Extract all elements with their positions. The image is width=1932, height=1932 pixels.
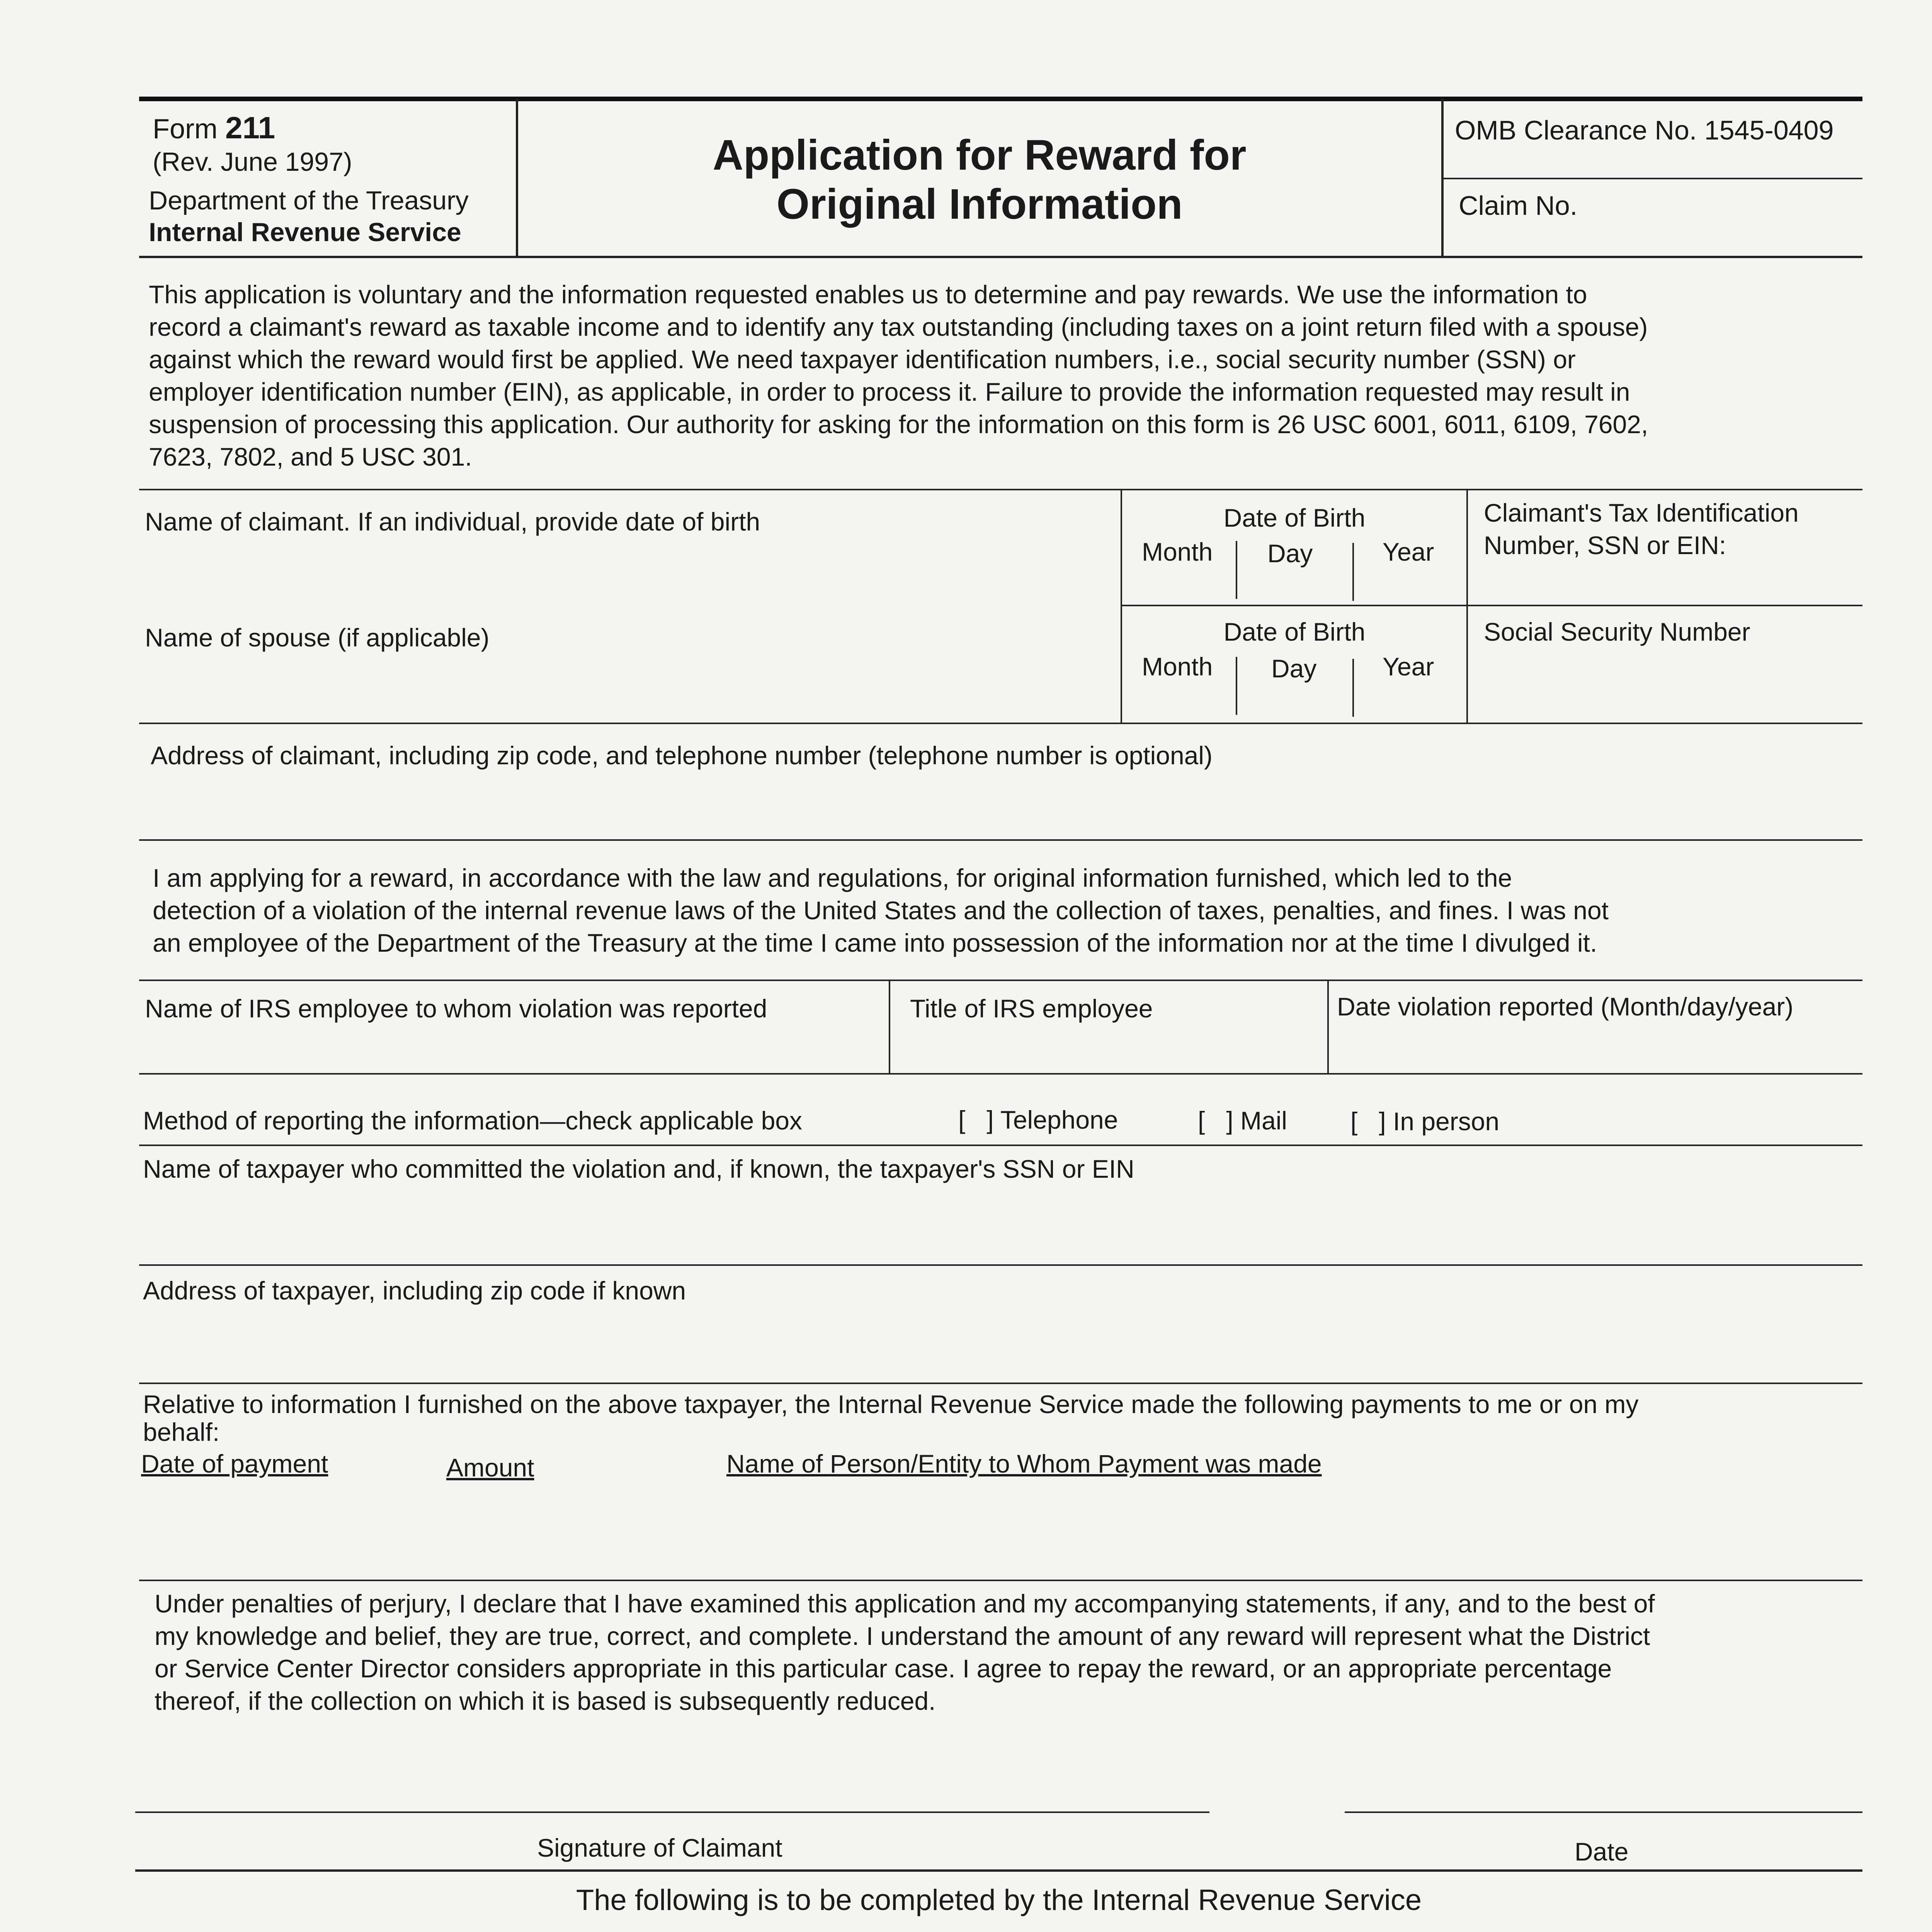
spouse-top-rule-right bbox=[1121, 605, 1862, 606]
dob-col-divider bbox=[1121, 490, 1122, 723]
address-bottom-rule bbox=[139, 839, 1862, 841]
mail-checkbox[interactable]: [ ] bbox=[1198, 1106, 1233, 1135]
form-number-line bbox=[153, 109, 275, 147]
department-name: Department of the Treasury bbox=[149, 186, 469, 215]
telephone-checkbox[interactable]: [ ] bbox=[958, 1105, 994, 1134]
irs-section-heading: The following is to be completed by the Internal Revenue Service bbox=[576, 1884, 1422, 1917]
claim-no-field[interactable] bbox=[1459, 226, 1837, 249]
irs-employee-bottom-rule bbox=[139, 1073, 1862, 1075]
header-top-rule bbox=[139, 97, 1862, 101]
irs-employee-name-field[interactable] bbox=[145, 1028, 879, 1070]
taxpayer-address-label: Address of taxpayer, including zip code if known bbox=[143, 1276, 686, 1305]
form-number: 211 bbox=[225, 111, 276, 145]
claimant-signature-field[interactable] bbox=[139, 1754, 1206, 1808]
applying-statement: I am applying for a reward, in accordance with the law and regulations, for original information furnished, which led to the detection of a violation of the internal revenue laws of the United States and the collection of taxes, penalties, and fines. I was not an employee of the Department of the Treasury at the time I came into possession of the information nor at the time I divulged it. bbox=[153, 864, 1609, 957]
payment-amount-header: Amount bbox=[446, 1453, 534, 1482]
claimant-dob-month-label: Month bbox=[1142, 537, 1213, 566]
irs-employee-title-field[interactable] bbox=[904, 1028, 1321, 1070]
claimant-dob-label: Date of Birth bbox=[1223, 503, 1366, 532]
method-telephone-option[interactable] bbox=[958, 1104, 1118, 1136]
claimant-date-rule bbox=[1345, 1811, 1862, 1813]
header-omb-rule bbox=[1443, 178, 1862, 179]
payment-date-header: Date of payment bbox=[141, 1449, 328, 1478]
taxpayer-name-label: Name of taxpayer who committed the violation and, if known, the taxpayer's SSN or EIN bbox=[143, 1155, 1134, 1183]
spouse-dob-month-label: Month bbox=[1142, 652, 1213, 681]
taxpayer-name-field[interactable] bbox=[143, 1190, 1851, 1260]
irs-employee-divider-2 bbox=[1327, 980, 1329, 1073]
omb-clearance: OMB Clearance No. 1545-0409 bbox=[1455, 115, 1834, 145]
method-mail-option[interactable] bbox=[1198, 1105, 1287, 1136]
telephone-label: Telephone bbox=[1000, 1105, 1118, 1134]
form-title-line1: Application for Reward for bbox=[713, 131, 1247, 179]
perjury-statement: Under penalties of perjury, I declare that I have examined this application and my accompanying statements, if any, and to the best of my knowledge and belief, they are true, correct, and complete. I understand the amount of any reward will represent what the District or Service Center Director considers appropriate in this particular case. I agree to repay the reward, or an appropriate percentage thereof, if the collection on which it is based is subsequently reduced. bbox=[155, 1589, 1655, 1715]
payment-name-header: Name of Person/Entity to Whom Payment was made bbox=[726, 1449, 1322, 1478]
agency-name: Internal Revenue Service bbox=[149, 218, 461, 247]
claimant-dob-field[interactable] bbox=[1128, 572, 1461, 599]
claimant-address-field[interactable] bbox=[151, 777, 1851, 835]
in-person-label: In person bbox=[1393, 1107, 1500, 1136]
form-revision: (Rev. June 1997) bbox=[153, 147, 352, 177]
tin-col-divider bbox=[1466, 490, 1468, 723]
claimant-tin-field[interactable] bbox=[1484, 568, 1855, 603]
mail-label: Mail bbox=[1240, 1106, 1287, 1135]
spouse-ssn-label: Social Security Number bbox=[1484, 617, 1750, 646]
method-label: Method of reporting the information—check applicable box bbox=[143, 1106, 802, 1135]
claimant-name-field[interactable] bbox=[145, 545, 1111, 599]
spouse-dob-field[interactable] bbox=[1128, 688, 1461, 715]
violation-date-label: Date violation reported (Month/day/year) bbox=[1337, 992, 1794, 1021]
method-bottom-rule bbox=[139, 1145, 1862, 1146]
spouse-name-label: Name of spouse (if applicable) bbox=[145, 623, 490, 652]
taxpayer-address-field[interactable] bbox=[143, 1312, 1851, 1378]
payments-entry-area[interactable] bbox=[141, 1488, 1853, 1573]
irs-employee-top-rule bbox=[139, 980, 1862, 981]
claimant-top-rule bbox=[139, 489, 1862, 490]
claimant-name-label: Name of claimant. If an individual, provide date of birth bbox=[145, 507, 760, 536]
spouse-dob-label: Date of Birth bbox=[1223, 617, 1366, 646]
spouse-dob-year-label: Year bbox=[1383, 652, 1434, 681]
form-title-line2: Original Information bbox=[776, 180, 1183, 228]
claimant-date-label: Date bbox=[1575, 1837, 1629, 1866]
privacy-statement: This application is voluntary and the information requested enables us to determine and pay rewards. We use the information to record a claimant's reward as taxable income and to identify any tax outstanding (including taxes on a joint return filed with a spouse) against which the reward would first be applied. We need taxpayer identification numbers, i.e., social security number (SSN) or employer identification number (EIN), as applicable, in order to process it. Failure to provide the information requested may result in suspension of processing this application. Our authority for asking for the information on this form is 26 USC 6001, 6011, 6109, 7602, 7623, 7802, and 5 USC 301. bbox=[149, 280, 1648, 471]
taxpayer-name-bottom-rule bbox=[139, 1264, 1862, 1266]
claimant-signature-rule bbox=[135, 1811, 1209, 1813]
spouse-dob-day-label: Day bbox=[1271, 654, 1317, 683]
header-divider-left bbox=[516, 99, 518, 257]
header-bottom-rule bbox=[139, 256, 1862, 258]
method-in-person-option[interactable] bbox=[1350, 1106, 1499, 1137]
violation-date-field[interactable] bbox=[1337, 1028, 1855, 1070]
payments-bottom-rule bbox=[139, 1580, 1862, 1581]
claimant-dob-year-label: Year bbox=[1383, 537, 1434, 566]
irs-employee-name-label: Name of IRS employee to whom violation was reported bbox=[145, 994, 767, 1023]
claimant-signature-label: Signature of Claimant bbox=[537, 1833, 782, 1862]
taxpayer-address-bottom-rule bbox=[139, 1383, 1862, 1384]
irs-section-top-rule bbox=[135, 1869, 1862, 1872]
spouse-name-field[interactable] bbox=[145, 661, 1111, 715]
form-prefix: Form bbox=[153, 114, 218, 145]
address-top-rule bbox=[139, 723, 1862, 724]
claimant-date-field[interactable] bbox=[1345, 1754, 1855, 1808]
irs-employee-title-label: Title of IRS employee bbox=[910, 994, 1153, 1023]
claim-no-label: Claim No. bbox=[1459, 190, 1578, 221]
claimant-dob-day-label: Day bbox=[1267, 539, 1313, 568]
claimant-address-label: Address of claimant, including zip code, and telephone number (telephone number is optional) bbox=[151, 741, 1213, 770]
in-person-checkbox[interactable]: [ ] bbox=[1350, 1107, 1386, 1136]
spouse-ssn-field[interactable] bbox=[1484, 657, 1855, 711]
irs-employee-divider-1 bbox=[889, 980, 890, 1073]
payments-intro: Relative to information I furnished on the above taxpayer, the Internal Revenue Service made the following payments to me or on my behalf: bbox=[143, 1390, 1639, 1446]
claimant-tin-label: Claimant's Tax Identification Number, SSN or EIN: bbox=[1484, 498, 1799, 560]
